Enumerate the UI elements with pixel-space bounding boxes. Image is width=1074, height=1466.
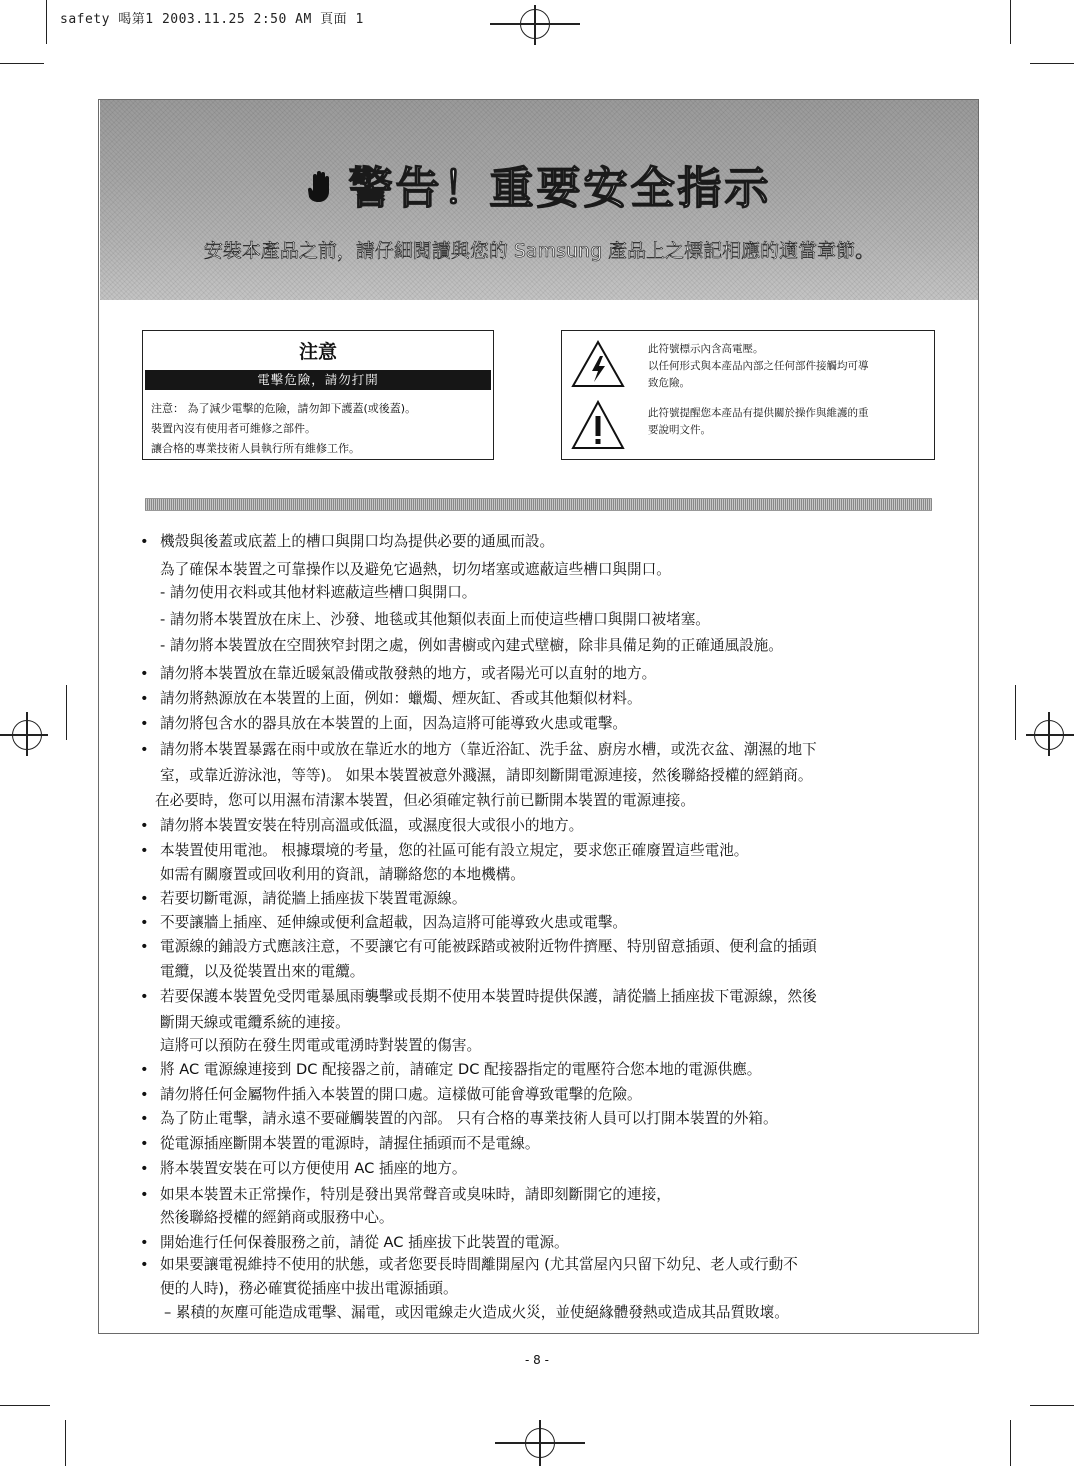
section-divider (145, 498, 932, 511)
bullet-mark: • (140, 1186, 149, 1203)
crop-mark (46, 0, 47, 44)
caution-bar: 電擊危險，請勿打開 (145, 370, 491, 390)
registration-mark-bottom (495, 1420, 585, 1466)
crop-mark (66, 685, 67, 740)
instruction-item: 將 AC 電源線連接到 DC 配接器之前，請確定 DC 配接器指定的電壓符合您本地的電源供應。 (160, 1061, 762, 1078)
exclamation-triangle-icon (570, 399, 626, 455)
bullet-mark: • (140, 1160, 149, 1177)
instruction-item: 若要切斷電源，請從牆上插座拔下裝置電源線。 (160, 890, 467, 907)
instruction-item: 開始進行任何保養服務之前，請從 AC 插座拔下此裝置的電源。 (160, 1234, 569, 1251)
crop-mark (1015, 685, 1016, 740)
instruction-item: 如果要讓電視維持不使用的狀態，或者您要長時間離開屋內 (尤其當屋內只留下幼兒、老人或行動不 (160, 1256, 798, 1273)
crop-mark (1030, 63, 1074, 64)
exclamation-description: 此符號提醒您本產品有提供關於操作與維護的重 要說明文件。 (648, 407, 869, 436)
symbol-box (561, 330, 935, 460)
instruction-item: 請勿將熱源放在本裝置的上面，例如：蠟燭、煙灰缸、香或其他類似材料。 (160, 690, 642, 707)
bullet-mark: • (140, 1110, 149, 1127)
bullet-mark: • (140, 914, 149, 931)
bullet-mark: • (140, 1086, 149, 1103)
instruction-item: 不要讓牆上插座、延伸線或便利盒超載，因為這將可能導致火患或電擊。 (160, 914, 628, 931)
bullet-mark: • (140, 842, 149, 859)
registration-mark-top (490, 5, 580, 45)
bullet-mark: • (140, 817, 149, 834)
instruction-continuation: 這將可以預防在發生閃電或電湧時對裝置的傷害。 (160, 1037, 482, 1054)
bullet-mark: • (140, 988, 149, 1005)
instruction-continuation: 如需有關廢置或回收利用的資訊，請聯絡您的本地機構。 (160, 866, 525, 883)
bullet-mark: • (140, 665, 149, 682)
banner-title: 警告！重要安全指示 (348, 163, 772, 214)
bullet-mark: • (140, 938, 149, 955)
caution-line: 讓合格的專業技術人員執行所有維修工作。 (151, 442, 360, 455)
instruction-item: 從電源插座斷開本裝置的電源時，請握住插頭而不是電線。 (160, 1135, 540, 1152)
lightning-triangle-icon (570, 339, 626, 393)
instruction-continuation: 為了確保本裝置之可靠操作以及避免它過熱，切勿堵塞或遮蔽這些槽口與開口。 (160, 561, 671, 578)
bullet-mark: • (140, 690, 149, 707)
page-number: - 8 - (525, 1353, 549, 1367)
banner-subtitle: 安裝本產品之前，請仔細閱讀與您的 Samsung 產品上之標記相應的適當章節。 (203, 240, 875, 262)
crop-mark (0, 63, 44, 64)
bullet-mark: • (140, 1234, 149, 1251)
caution-line: 注意： 為了減少電擊的危險，請勿卸下護蓋(或後蓋)。 (151, 402, 417, 415)
crop-mark (1010, 1420, 1011, 1466)
instruction-continuation: 室，或靠近游泳池，等等)。 如果本裝置被意外濺濕，請即刻斷開電源連接，然後聯絡授權的經銷商。 (160, 767, 813, 784)
instruction-item: 將本裝置安裝在可以方便使用 AC 插座的地方。 (160, 1160, 467, 1177)
crop-mark (1030, 1405, 1074, 1406)
instruction-item: 請勿將本裝置放在靠近暖氣設備或散發熱的地方，或者陽光可以直射的地方。 (160, 665, 657, 682)
instruction-continuation: - 請勿將本裝置放在床上、沙發、地毯或其他類似表面上而使這些槽口與開口被堵塞。 (160, 611, 710, 628)
bullet-mark: • (140, 533, 149, 550)
instruction-item: 本裝置使用電池。 根據環境的考量，您的社區可能有設立規定，要求您正確廢置這些電池。 (160, 842, 749, 859)
instruction-item: 為了防止電擊，請永遠不要碰觸裝置的內部。 只有合格的專業技術人員可以打開本裝置的外箱。 (160, 1110, 778, 1127)
instruction-item: 若要保護本裝置免受閃電暴風雨襲擊或長期不使用本裝置時提供保護，請從牆上插座拔下電源線，然後 (160, 988, 817, 1005)
banner-title-row (100, 152, 978, 217)
caution-line: 裝置內沒有使用者可維修之部件。 (151, 422, 316, 435)
caution-box (142, 330, 494, 460)
caution-title: 注意 (298, 341, 337, 363)
instruction-continuation: 電纜，以及從裝置出來的電纜。 (160, 963, 365, 980)
instruction-continuation: 在必要時，您可以用濕布清潔本裝置，但必須確定執行前已斷開本裝置的電源連接。 (155, 792, 695, 809)
instruction-continuation: 便的人時)，務必確實從插座中拔出電源插頭。 (160, 1280, 458, 1297)
instruction-item: 請勿將包含水的器具放在本裝置的上面，因為這將可能導致火患或電擊。 (160, 715, 628, 732)
instruction-item: 如果本裝置未正常操作，特別是發出異常聲音或臭味時，請即刻斷開它的連接， (160, 1186, 671, 1203)
lightning-description: 此符號標示內含高電壓。 以任何形式與本產品內部之任何部件接觸均可導 致危險。 (648, 343, 869, 389)
instruction-item: 請勿將本裝置安裝在特別高溫或低溫，或濕度很大或很小的地方。 (160, 817, 584, 834)
instruction-item: 機殼與後蓋或底蓋上的槽口與開口均為提供必要的通風而設。 (160, 533, 555, 550)
instruction-continuation: 然後聯絡授權的經銷商或服務中心。 (160, 1209, 394, 1226)
instruction-item: 請勿將任何金屬物件插入本裝置的開口處。這樣做可能會導致電擊的危險。 (160, 1086, 642, 1103)
hand-stop-icon (307, 166, 335, 217)
bullet-mark: • (140, 890, 149, 907)
crop-mark (0, 1405, 50, 1406)
registration-mark-right (1026, 712, 1074, 756)
instruction-item: 請勿將本裝置暴露在雨中或放在靠近水的地方（靠近浴缸、洗手盆、廚房水槽，或洗衣盆、潮濕的地下 (160, 741, 817, 758)
bullet-mark: • (140, 1135, 149, 1152)
instruction-continuation: 斷開天線或電纜系統的連接。 (160, 1014, 350, 1031)
crop-mark (65, 1420, 66, 1466)
instruction-item: 電源線的鋪設方式應該注意，不要讓它有可能被踩踏或被附近物件擠壓、特別留意插頭、便利盒的插頭 (160, 938, 817, 955)
crop-mark (1010, 0, 1011, 44)
instruction-continuation: - 請勿使用衣料或其他材料遮蔽這些槽口與開口。 (160, 584, 477, 601)
registration-mark-left (0, 712, 48, 756)
print-header: safety 喝第1 2003.11.25 2:50 AM 頁面 1 (60, 12, 364, 27)
instruction-continuation: - 請勿將本裝置放在空間狹窄封閉之處，例如書櫥或內建式壁櫥，除非具備足夠的正確通風設施。 (160, 637, 783, 654)
warning-banner (100, 100, 978, 300)
bullet-mark: • (140, 741, 149, 758)
caution-text (151, 399, 416, 459)
bullet-mark: • (140, 1061, 149, 1078)
instruction-continuation: – 累積的灰塵可能造成電擊、漏電，或因電線走火造成火災，並使絕緣體發熱或造成其品質敗壞。 (164, 1304, 789, 1321)
bullet-mark: • (140, 1256, 149, 1273)
bullet-mark: • (140, 715, 149, 732)
